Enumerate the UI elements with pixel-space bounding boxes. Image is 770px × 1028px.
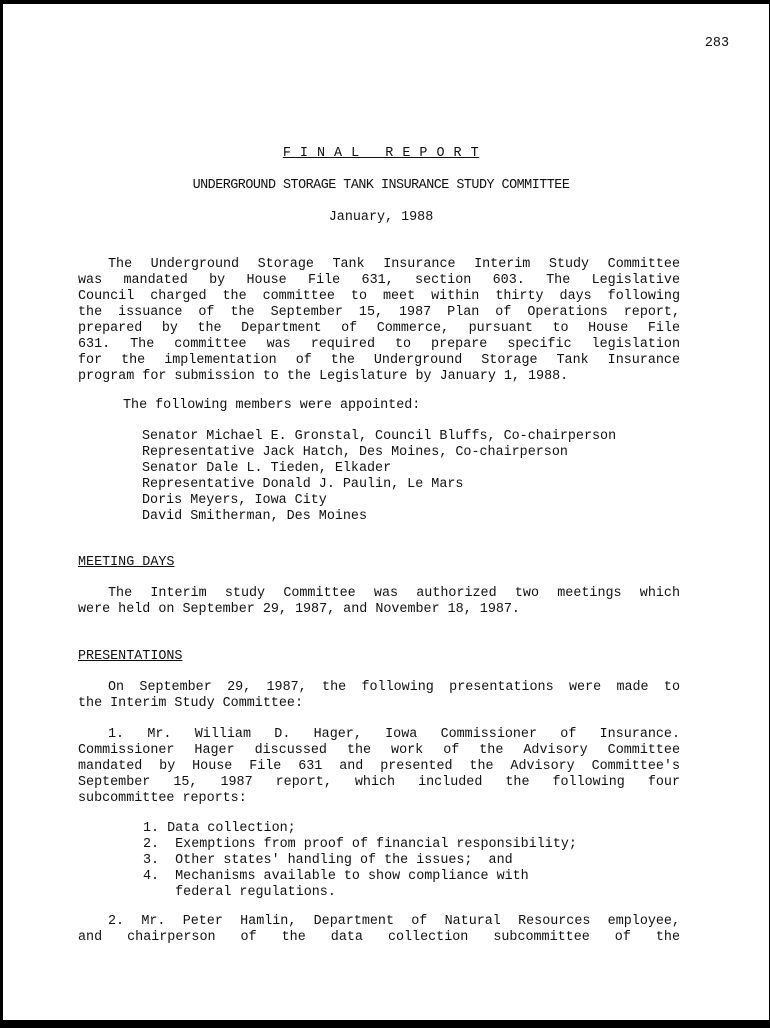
document-page (3, 4, 769, 1020)
member-item: Representative Jack Hatch, Des Moines, Co-chairperson (142, 445, 568, 460)
paragraph-line: 2. Mr. Peter Hamlin, Department of Natural Resources employee, (108, 914, 680, 929)
list-item: 3. Other states' handling of the issues; and (143, 853, 513, 868)
report-date: January, 1988 (328, 210, 434, 225)
paragraph-line: for the implementation of the Underground Storage Tank Insurance (78, 353, 680, 368)
paragraph-line: the issuance of the September 15, 1987 Plan of Operations report, (78, 305, 680, 320)
member-item: Doris Meyers, Iowa City (142, 493, 327, 508)
meeting-paragraph (78, 586, 680, 618)
paragraph-line: subcommittee reports: (78, 791, 247, 806)
meeting-days-heading: MEETING DAYS (78, 555, 175, 570)
list-item: federal regulations. (143, 885, 336, 900)
members-intro: The following members were appointed: (123, 398, 421, 413)
page-number: 283 (704, 36, 729, 51)
member-item: Representative Donald J. Paulin, Le Mars (142, 477, 464, 492)
presentations-paragraph (78, 680, 680, 712)
paragraph-line: The Interim study Committee was authorized two meetings which (108, 586, 680, 601)
paragraph-line: 1. Mr. William D. Hager, Iowa Commissioner of Insurance. (108, 727, 680, 742)
committee-name: UNDERGROUND STORAGE TANK INSURANCE STUDY COMMITTEE (192, 178, 570, 193)
paragraph-line: On September 29, 1987, the following presentations were made to (108, 680, 680, 695)
paragraph-line: Council charged the committee to meet within thirty days following (78, 289, 680, 304)
members-list (142, 429, 616, 525)
paragraph-line: the Interim Study Committee: (78, 696, 303, 711)
report-title: F I N A L R E P O R T (282, 146, 480, 161)
paragraph-line: September 15, 1987 report, which included the following four (78, 775, 680, 790)
presentation-item-2 (78, 914, 680, 946)
paragraph-line: program for submission to the Legislature by January 1, 1988. (78, 369, 569, 384)
list-item: 1. Data collection; (143, 821, 296, 836)
paragraph-line: 631. The committee was required to prepare specific legislation (78, 337, 680, 352)
paragraph-line: prepared by the Department of Commerce, pursuant to House File (78, 321, 680, 336)
list-item: 2. Exemptions from proof of financial responsibility; (143, 837, 577, 852)
paragraph-line: Commissioner Hager discussed the work of the Advisory Committee (78, 743, 680, 758)
intro-paragraph (78, 257, 680, 385)
presentation-item-1 (78, 727, 680, 807)
list-item: 4. Mechanisms available to show compliance with (143, 869, 529, 884)
member-item: Senator Dale L. Tieden, Elkader (142, 461, 392, 476)
member-item: David Smitherman, Des Moines (142, 509, 367, 524)
subcommittee-reports-list (143, 821, 577, 901)
paragraph-line: was mandated by House File 631, section 603. The Legislative (78, 273, 680, 288)
presentations-heading: PRESENTATIONS (78, 649, 183, 664)
paragraph-line: and chairperson of the data collection subcommittee of the (78, 930, 680, 945)
member-item: Senator Michael E. Gronstal, Council Bluffs, Co-chairperson (142, 429, 617, 444)
paragraph-line: The Underground Storage Tank Insurance Interim Study Committee (108, 257, 680, 272)
paragraph-line: were held on September 29, 1987, and November 18, 1987. (78, 602, 520, 617)
paragraph-line: mandated by House File 631 and presented the Advisory Committee's (78, 759, 680, 774)
